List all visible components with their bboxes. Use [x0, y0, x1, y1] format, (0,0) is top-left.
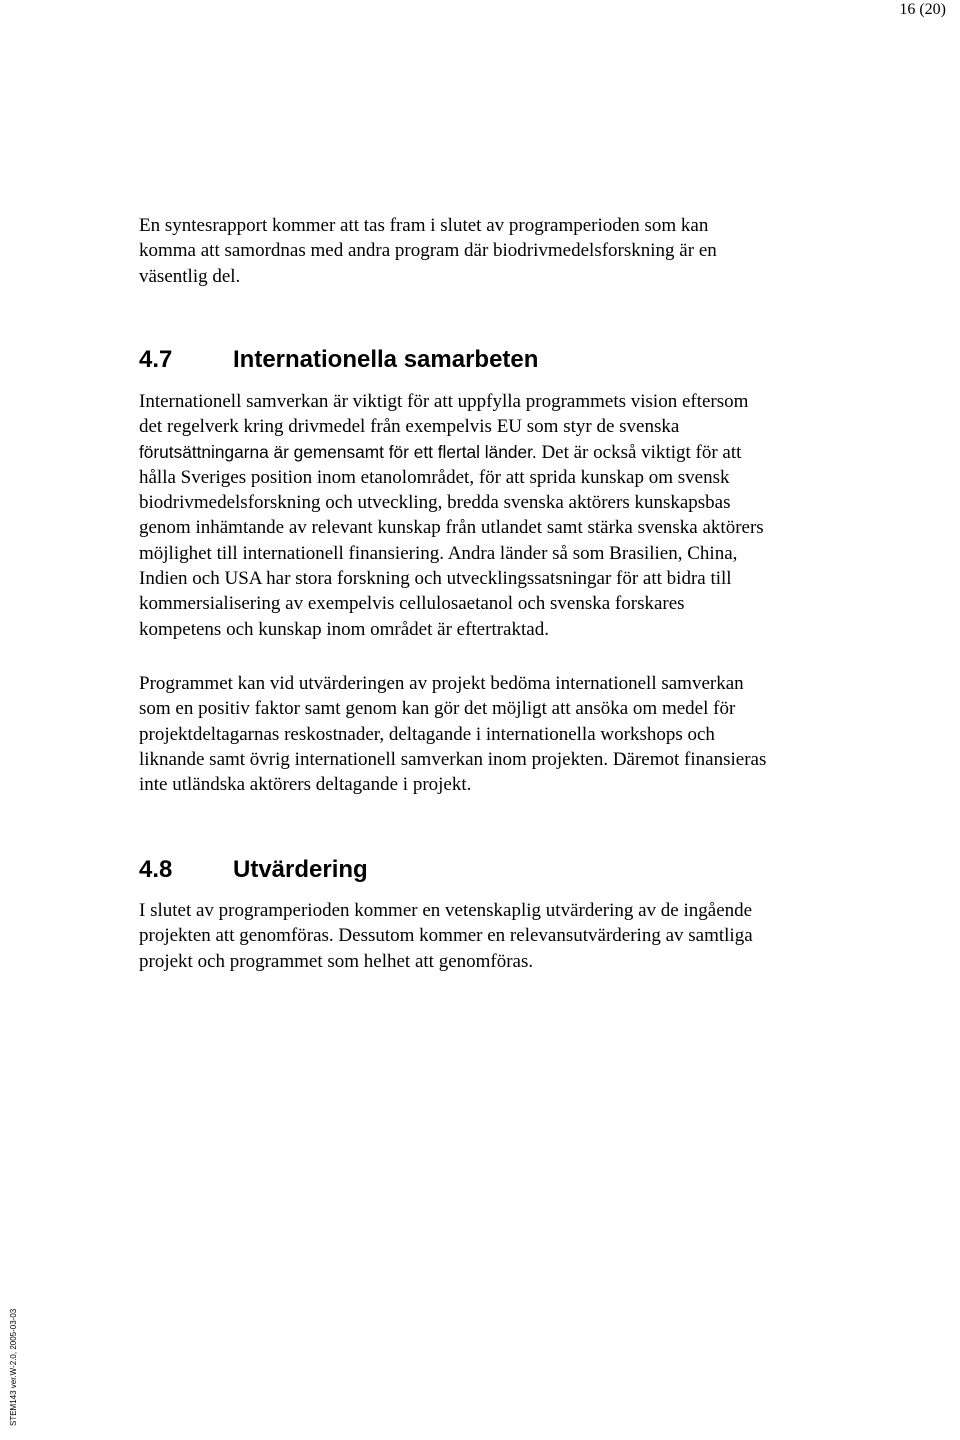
paragraph-line: kompetens och kunskap inom området är eftertraktad. — [139, 618, 549, 640]
paragraph-line: projektdeltagarnas reskostnader, deltagande i internationella workshops och — [139, 723, 715, 745]
section-4-7-paragraph-2 — [139, 671, 874, 797]
document-version-stamp: STEM143 ver.W-2.0, 2005-03-03 — [9, 1308, 18, 1426]
intro-paragraph — [139, 213, 874, 289]
paragraph-line: som en positiv faktor samt genom kan gör det möjligt att ansöka om medel för — [139, 698, 736, 720]
section-number: 4.7 — [139, 346, 173, 373]
intro-line: komma att samordnas med andra program där biodrivmedelsforskning är en — [139, 240, 717, 262]
paragraph-line: kommersialisering av exempelvis cellulosaetanol och svenska forskares — [139, 593, 685, 615]
paragraph-line: biodrivmedelsforskning och utveckling, bredda svenska aktörers kunskapsbas — [139, 492, 731, 514]
paragraph-line: projekten att genomföras. Dessutom kommer en relevansutvärdering av samtliga — [139, 925, 753, 947]
section-title: Utvärdering — [233, 856, 368, 883]
paragraph-line: Internationell samverkan är viktigt för att uppfylla programmets vision eftersom — [139, 391, 749, 412]
paragraph-line: projekt och programmet som helhet att genomföras. — [139, 950, 534, 972]
page-number: 16 (20) — [899, 1, 946, 18]
section-heading-4-7 — [139, 345, 538, 375]
paragraph-line: det regelverk kring drivmedel från exempelvis EU som styr de svenska — [139, 416, 680, 438]
paragraph-line: genom inhämtande av relevant kunskap från utlandet samt stärka svenska aktörers — [139, 517, 764, 539]
section-4-8-paragraph — [139, 898, 874, 974]
paragraph-line: I slutet av programperioden kommer en vetenskaplig utvärdering av de ingående — [139, 900, 753, 921]
section-heading-4-8 — [139, 855, 368, 885]
section-number: 4.8 — [139, 856, 173, 883]
paragraph-line: möjlighet till internationell finansiering. Andra länder så som Brasilien, China, — [139, 542, 738, 564]
sans-fragment: förutsättningarna är gemensamt för ett flertal länder. — [139, 441, 537, 462]
paragraph-line: Programmet kan vid utvärderingen av projekt bedöma internationell samverkan — [139, 673, 744, 694]
intro-line: En syntesrapport kommer att tas fram i slutet av programperioden som kan — [139, 215, 709, 236]
paragraph-line: liknande samt övrig internationell samverkan inom projekten. Däremot finansieras — [139, 748, 767, 770]
section-4-7-paragraph-1 — [139, 389, 874, 642]
paragraph-line: hålla Sveriges position inom etanolområdet, för att sprida kunskap om svensk — [139, 466, 730, 488]
paragraph-line-mixed — [139, 440, 874, 465]
intro-line: väsentlig del. — [139, 265, 241, 287]
section-title: Internationella samarbeten — [233, 346, 539, 373]
paragraph-fragment: Det är också viktigt för att — [536, 441, 742, 463]
paragraph-line: inte utländska aktörers deltagande i projekt. — [139, 774, 472, 796]
paragraph-line: Indien och USA har stora forskning och utvecklingssatsningar för att bidra till — [139, 568, 732, 590]
